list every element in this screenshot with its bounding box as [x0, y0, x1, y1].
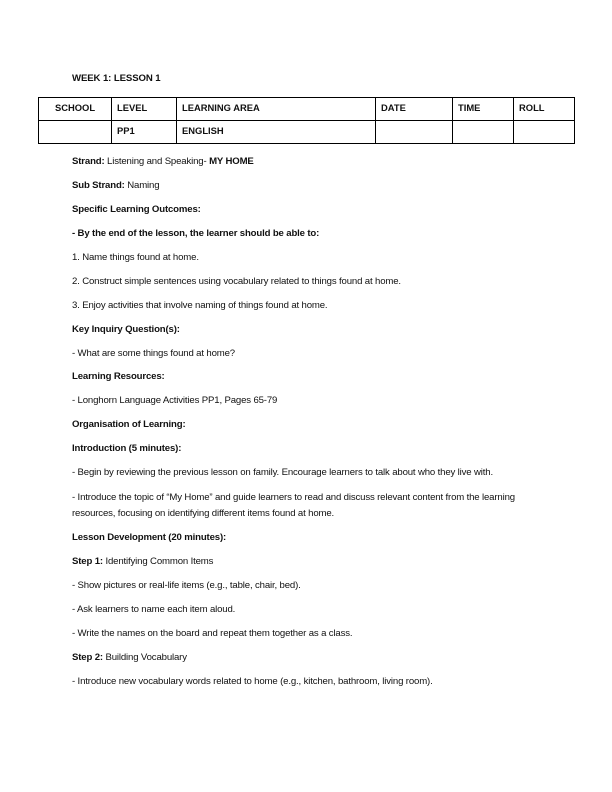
step1-text: Identifying Common Items — [102, 556, 214, 568]
intro-heading — [72, 441, 552, 457]
strand-text: Listening and Speaking- — [104, 156, 210, 167]
header-roll: ROLL — [514, 98, 575, 121]
cell-roll — [514, 121, 575, 144]
intro-item: - Introduce the topic of “My Home” and guide learners to read and discuss relevant content from the learning resources, focusing on identifying different items found at home. — [72, 491, 515, 519]
week-heading: WEEK 1: LESSON 1 — [72, 73, 161, 84]
step1 — [72, 554, 552, 570]
cell-school — [39, 121, 112, 144]
kiq-heading — [72, 322, 552, 338]
slo-intro-text: - By the end of the lesson, the learner should be able to: — [72, 227, 320, 239]
kiq-heading-text: Key Inquiry Question(s): — [72, 323, 180, 335]
strand-label: Strand: — [72, 156, 105, 167]
strand-topic: MY HOME — [209, 156, 254, 167]
sub-strand-text: Naming — [124, 179, 160, 191]
cell-time — [453, 121, 514, 144]
table-header-row — [39, 98, 575, 121]
step2 — [72, 650, 552, 666]
intro-heading-text: Introduction (5 minutes): — [72, 443, 182, 455]
lesson-body — [72, 154, 552, 698]
header-level: LEVEL — [112, 98, 177, 121]
resources-text: - Longhorn Language Activities PP1, Pages 65-79 — [72, 395, 278, 407]
sub-strand-label: Sub Strand: — [72, 179, 125, 191]
kiq-text: - What are some things found at home? — [72, 347, 235, 359]
header-date: DATE — [376, 98, 453, 121]
sub-strand — [72, 178, 552, 194]
resources-heading — [72, 369, 552, 385]
outcome-item: 2. Construct simple sentences using vocabulary related to things found at home. — [72, 275, 401, 287]
table-row — [39, 121, 575, 144]
step1-label: Step 1: — [72, 556, 103, 568]
intro-item: - Begin by reviewing the previous lesson on family. Encourage learners to talk about who they live with. — [72, 467, 493, 479]
step2-text: Building Vocabulary — [102, 652, 187, 664]
development-heading-text: Lesson Development (20 minutes): — [72, 532, 227, 544]
cell-level: PP1 — [112, 121, 177, 144]
header-learning-area: LEARNING AREA — [177, 98, 376, 121]
step1-item: - Ask learners to name each item aloud. — [72, 604, 236, 616]
cell-date — [376, 121, 453, 144]
slo-heading — [72, 202, 552, 218]
step2-item: - Introduce new vocabulary words related to home (e.g., kitchen, bathroom, living room). — [72, 676, 433, 688]
organisation-heading-text: Organisation of Learning: — [72, 419, 186, 431]
step1-item: - Show pictures or real-life items (e.g., table, chair, bed). — [72, 580, 301, 592]
strand — [72, 154, 552, 170]
lesson-info-table — [38, 97, 575, 144]
step1-item: - Write the names on the board and repeat them together as a class. — [72, 628, 353, 640]
development-heading — [72, 530, 552, 546]
step2-label: Step 2: — [72, 652, 103, 664]
slo-intro — [72, 226, 552, 242]
outcome-item: 1. Name things found at home. — [72, 251, 199, 263]
cell-learning-area: ENGLISH — [177, 121, 376, 144]
resources-heading-text: Learning Resources: — [72, 371, 165, 383]
header-time: TIME — [453, 98, 514, 121]
slo-heading-text: Specific Learning Outcomes: — [72, 203, 201, 215]
organisation-heading — [72, 417, 552, 433]
header-school: SCHOOL — [39, 98, 112, 121]
outcome-item: 3. Enjoy activities that involve naming of things found at home. — [72, 299, 328, 311]
